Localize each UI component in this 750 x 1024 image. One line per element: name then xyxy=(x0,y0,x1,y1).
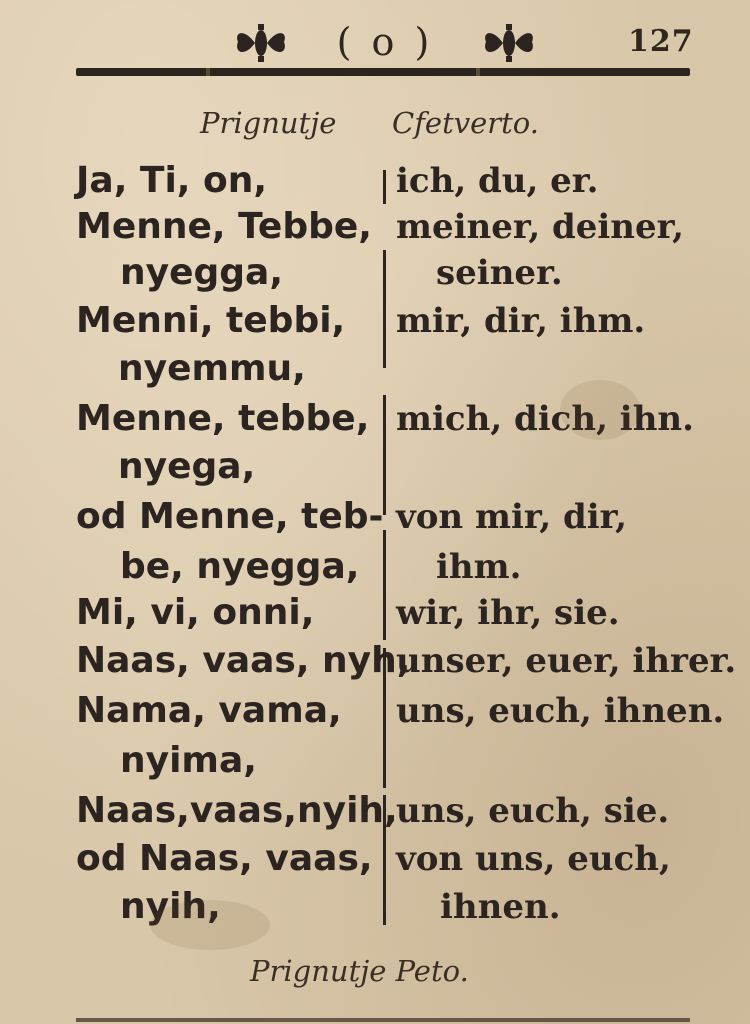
bottom-cut-line xyxy=(76,1018,690,1022)
left-entry: Menne, tebbe, xyxy=(76,398,370,439)
page-number: 127 xyxy=(628,24,694,59)
right-entry: von uns, euch, xyxy=(396,839,671,879)
left-entry: Naas,vaas,nyih, xyxy=(76,790,398,831)
right-entry: unser, euer, ihrer. xyxy=(396,641,737,681)
right-entry: uns, euch, ihnen. xyxy=(396,691,725,731)
left-entry: Menni, tebbi, xyxy=(76,300,346,341)
right-entry: von mir, dir, xyxy=(396,497,627,537)
left-entry-continuation: nyih, xyxy=(120,886,221,927)
left-entry: od Naas, vaas, xyxy=(76,838,373,879)
left-entry: Nama, vama, xyxy=(76,690,342,731)
right-entry-continuation: ihnen. xyxy=(440,887,561,927)
left-entry: Ja, Ti, on, xyxy=(76,160,268,201)
page-header xyxy=(230,18,540,68)
right-entry: meiner, deiner, xyxy=(396,207,684,247)
left-entry-continuation: be, nyegga, xyxy=(120,546,360,587)
next-section-title: Prignutje Peto. xyxy=(250,954,469,988)
header-rule xyxy=(76,68,690,76)
left-column-title: Prignutje xyxy=(200,106,337,140)
paper-stain xyxy=(150,900,270,950)
left-entry: Naas, vaas, nyh, xyxy=(76,640,411,681)
left-entry: Menne, Tebbe, xyxy=(76,206,372,247)
left-entry-continuation: nyima, xyxy=(120,740,257,781)
right-entry-continuation: seiner. xyxy=(436,253,563,293)
right-entry: uns, euch, sie. xyxy=(396,791,670,831)
paper-stain xyxy=(560,380,640,440)
left-entry: od Menne, teb- xyxy=(76,496,384,537)
column-divider xyxy=(383,170,386,204)
right-entry: wir, ihr, sie. xyxy=(396,593,620,633)
right-entry: ich, du, er. xyxy=(396,161,599,201)
left-entry-continuation: nyegga, xyxy=(120,252,284,293)
right-entry: mich, dich, ihn. xyxy=(396,399,694,439)
right-column-title: Cfetverto. xyxy=(392,106,539,140)
left-entry-continuation: nyemmu, xyxy=(118,348,306,389)
fleuron-ornament-icon xyxy=(478,22,540,64)
left-entry-continuation: nyega, xyxy=(118,446,256,487)
signature-mark: ( o ) xyxy=(336,20,434,64)
column-divider xyxy=(383,530,386,640)
fleuron-ornament-icon xyxy=(230,22,292,64)
left-entry: Mi, vi, onni, xyxy=(76,592,315,633)
right-entry: mir, dir, ihm. xyxy=(396,301,646,341)
right-entry-continuation: ihm. xyxy=(436,547,522,587)
column-divider xyxy=(383,250,386,368)
